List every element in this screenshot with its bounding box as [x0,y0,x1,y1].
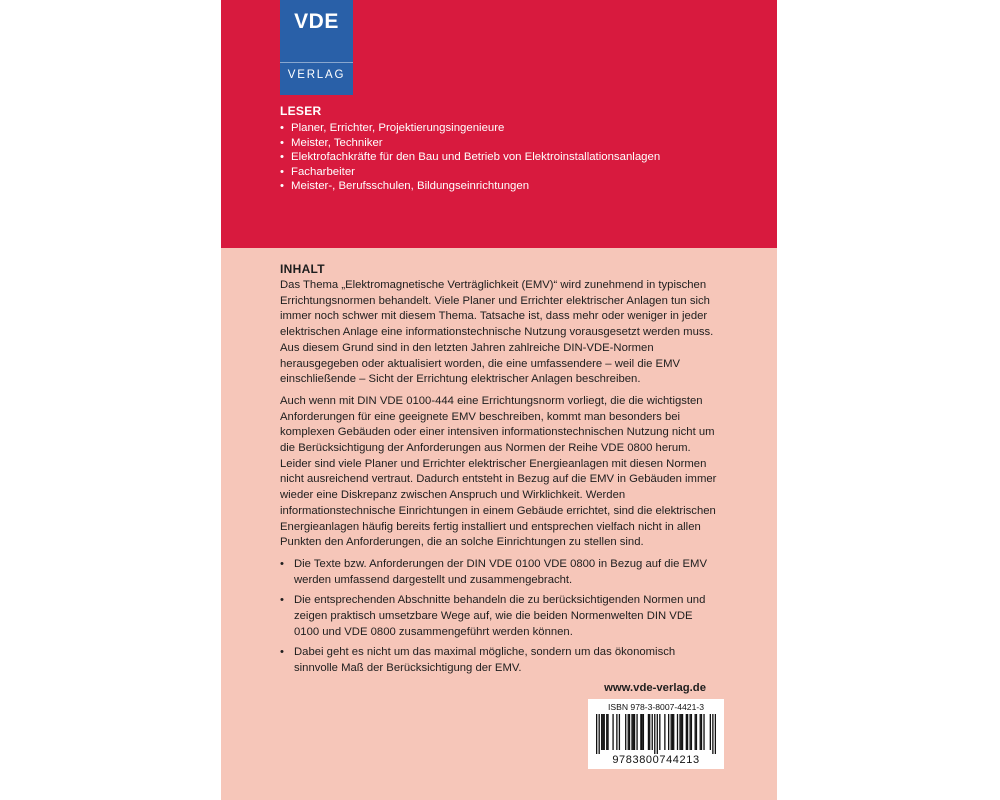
barcode-bar [648,714,649,750]
barcode-bar [641,714,642,750]
leser-heading: LESER [280,104,322,118]
barcode-bar [619,714,620,750]
book-back-cover [221,0,777,800]
barcode-bar [636,714,637,750]
barcode-bar [664,714,665,750]
logo-verlag-text: VERLAG [287,69,346,81]
isbn-label: ISBN 978-3-8007-4421-3 [607,702,705,712]
barcode-bar [640,714,641,750]
barcode-bar [601,714,602,750]
inhalt-paragraph: Das Thema „Elektromagnetische Verträglichkeit (EMV)“ wird zunehmend in typischen Errichtungsnormen behandelt. Viele Planer und Errichter elektrischer Anlagen tun sich immer noch schwer mit diesem Thema. Tatsache ist, dass mehr oder weniger in jeder elektrischen Anlage eine informationstechnische Nutzung vorausgesetzt werden muss. Aus diesem Grund sind in den letzten Jahren zahlreiche DIN-VDE-Normen herausgegeben oder aktualisiert worden, die eine umfassendere – weil die EMV einschließende – Sicht der Errichtung elektrischer Anlagen beschreiben. [280,279,714,386]
barcode-box [588,699,724,769]
barcode-bar [625,714,626,750]
barcode-bar [599,714,600,754]
barcode-bar [710,714,711,750]
leser-item: • Planer, Errichter, Projektierungsingenieure [280,121,750,136]
barcode-bar [715,714,716,754]
inhalt-content [280,278,720,682]
inhalt-heading: INHALT [280,262,325,276]
barcode-bar [606,714,607,750]
barcode-bar [681,714,682,750]
barcode-bar [628,714,629,750]
barcode-bar [672,714,673,750]
barcode-graphic [596,714,716,754]
barcode-bar [631,714,632,750]
leser-item: • Meister, Techniker [280,136,750,151]
barcode-bar [616,714,617,750]
barcode-bar [696,714,697,750]
barcode-bar [712,714,713,754]
leser-item: • Elektrofachkräfte für den Bau und Betrieb von Elektroinstallationsanlagen [280,150,750,165]
ean-digits: 9783800744213 [612,754,700,766]
barcode-bar [695,714,696,750]
barcode-bar [659,714,660,750]
barcode-bar [703,714,704,750]
barcode-bar [596,714,597,754]
leser-item: • Meister-, Berufsschulen, Bildungseinrichtungen [280,179,750,194]
leser-list [280,121,750,194]
barcode-bar [687,714,688,750]
inhalt-paragraph: Auch wenn mit DIN VDE 0100-444 eine Errichtungsnorm vorliegt, die die wichtigsten Anforderungen für eine geeignete EMV beschreiben, kommt man besonders bei komplexen Gebäuden oder einer intensiven informationstechnischen Nutzung nicht um die Berücksichtigung der Anforderungen aus Normen der Reihe VDE 0800 herum. Leider sind viele Planer und Errichter elektrischer Energieanlagen mit diesen Normen nicht ausreichend vertraut. Dadurch entsteht in Bezug auf die EMV in Gebäuden immer wieder eine Diskrepanz zwischen Anspruch und Wirklichkeit. Werden informationstechnische Einrichtungen in einem Gebäude errichtet, sind die elektrischen Energieanlagen häufig bereits fertig installiert und entsprechen vielfach nicht in allen Punkten den Anforderungen, die an solche Einrichtungen zu stellen sind. [280,394,717,549]
barcode-bar [701,714,702,750]
barcode-bar [689,714,690,750]
logo-divider [280,62,353,63]
barcode-bar [682,714,683,750]
barcode-bar [654,714,655,754]
barcode-bar [629,714,630,750]
barcode-bar [668,714,669,750]
barcode-bar [652,714,653,750]
leser-item: • Facharbeiter [280,165,750,180]
barcode-bar [607,714,608,750]
logo-vde-text: VDE [294,10,339,33]
barcode-bar [679,714,680,750]
barcode-bar [634,714,635,750]
barcode-bar [612,714,613,750]
website-url: www.vde-verlag.de [604,682,706,694]
barcode-bar [602,714,603,750]
barcode-bar [677,714,678,750]
inhalt-bullet: • Dabei geht es nicht um das maximal mögliche, sondern um das ökonomisch sinnvolle Maß der Berücksichtigung der EMV. [280,645,720,676]
barcode-bar [657,714,658,754]
inhalt-bullet: • Die Texte bzw. Anforderungen der DIN VDE 0100 VDE 0800 in Bezug auf die EMV werden umfassend dargestellt und zusammengebracht. [280,557,720,588]
inhalt-bullet: • Die entsprechenden Abschnitte behandeln die zu berücksichtigenden Normen und zeigen praktisch umsetzbare Wege auf, wie die beiden Normenwelten DIN VDE 0100 und VDE 0800 zusammengeführt werden können. [280,593,720,640]
red-header-band [221,0,777,248]
barcode-bar [643,714,644,750]
barcode-bar [649,714,650,750]
vde-verlag-logo [280,0,353,95]
barcode-bar [691,714,692,750]
barcode-bar [633,714,634,750]
barcode-bar [673,714,674,750]
barcode-bar [604,714,605,750]
barcode-bar [671,714,672,750]
barcode-bar [686,714,687,750]
inhalt-bullet-list [280,557,720,677]
barcode-bar [700,714,701,750]
